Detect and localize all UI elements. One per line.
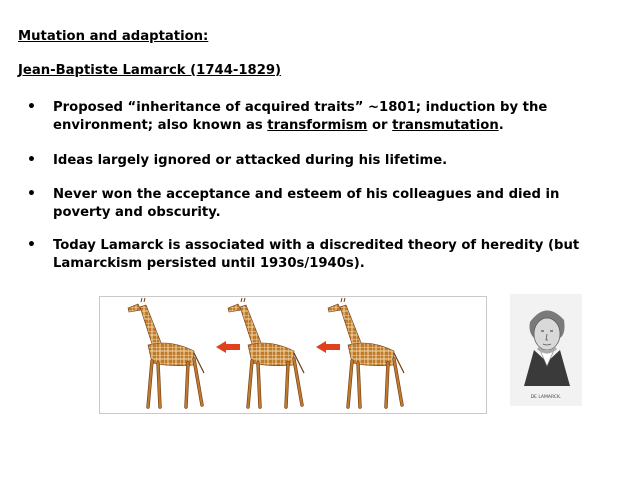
bullet-text-part: . [498,118,504,133]
giraffe-3 [328,298,404,407]
giraffe-1 [128,298,204,407]
bullet-marker: • [27,99,36,115]
lamarck-portrait [510,294,582,406]
bullet-item [18,99,618,135]
left-arrow-icon [316,341,340,353]
portrait-engraving [510,294,582,406]
bullet-marker: • [27,237,36,253]
bullet-item [18,237,618,273]
giraffe-2 [228,298,304,407]
bullet-item [18,152,618,170]
bullet-text-part: or [367,118,393,133]
bullet-marker: • [27,152,36,168]
bullet-text: Today Lamarck is associated with a discredited theory of heredity (but Lamarckism persisted until 1930s/1940s). [53,238,580,271]
bullet-item [18,186,618,222]
bullet-text-part: Proposed “inheritance of acquired traits” ~1801; induction by the environment; also known as [53,100,548,133]
bullet-text: Ideas largely ignored or attacked during his lifetime. [53,153,448,168]
bullet-marker: • [27,186,36,202]
lamarck-subheading: Jean-Baptiste Lamarck (1744-1829) [18,63,282,78]
term-transmutation: transmutation [392,118,499,133]
bullet-text: Never won the acceptance and esteem of his colleagues and died in poverty and obscurity. [53,187,560,220]
term-transformism: transformism [267,118,368,133]
slide-heading: Mutation and adaptation: [18,29,209,44]
bullet-text [53,99,613,135]
giraffe-figure-svg [100,297,486,413]
giraffe-illustration [99,296,487,414]
portrait-caption: DE LAMARCK. [530,395,562,400]
left-arrow-icon [216,341,240,353]
